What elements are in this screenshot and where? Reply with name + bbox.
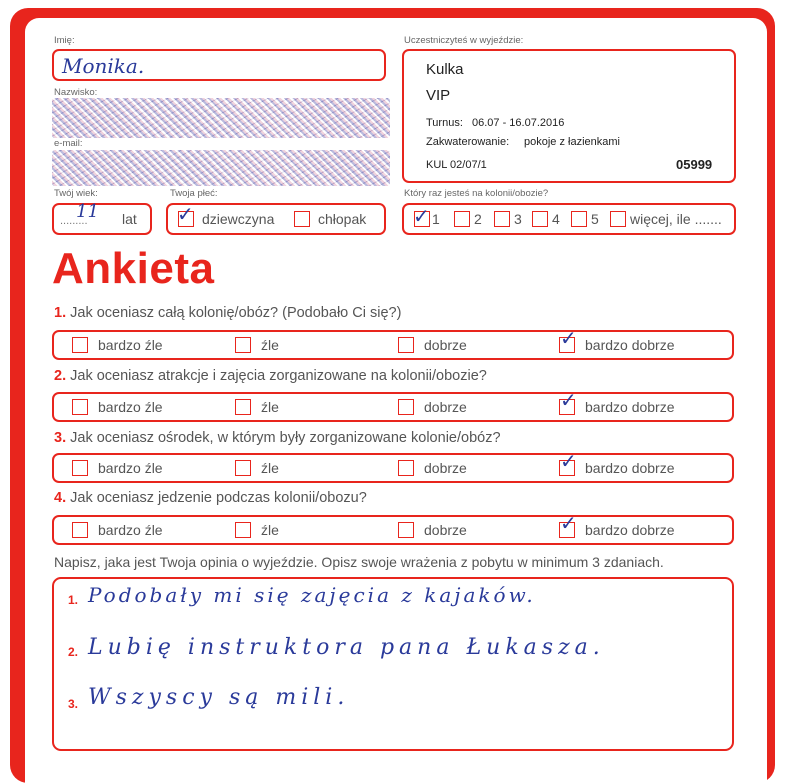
- rating-option-label: źle: [261, 522, 279, 538]
- page-title: Ankieta: [52, 244, 215, 293]
- turnus-value: 06.07 - 16.07.2016: [472, 117, 565, 129]
- question-3: [54, 430, 501, 446]
- plec-option-chlopak: chłopak: [318, 211, 367, 227]
- question-1: [54, 305, 401, 321]
- ktory-raz-label: Który raz jesteś na kolonii/obozie?: [404, 188, 549, 199]
- rating-checkbox[interactable]: [398, 337, 414, 353]
- question-4: [54, 490, 367, 506]
- opinion-line-text: Podobały mi się zajęcia z kajaków.: [88, 583, 536, 607]
- turnus-label: Turnus:: [426, 117, 463, 129]
- rating-option-label: bardzo dobrze: [585, 460, 675, 476]
- rating-checkbox[interactable]: [235, 337, 251, 353]
- check-icon: ✓: [560, 326, 577, 350]
- opinion-prompt: Napisz, jaka jest Twoja opinia o wyjeździe. Opisz swoje wrażenia z pobytu w minimum 3 zdaniach.: [54, 554, 664, 570]
- question-2: [54, 368, 487, 384]
- rating-checkbox[interactable]: [235, 460, 251, 476]
- plec-option-dziewczyna: dziewczyna: [202, 211, 275, 227]
- check-icon: ✓: [560, 449, 577, 473]
- rating-option-label: dobrze: [424, 522, 467, 538]
- question-number: 3.: [54, 430, 67, 446]
- plec-checkbox-chlopak[interactable]: [294, 211, 310, 227]
- opinion-box[interactable]: [52, 577, 734, 751]
- rating-checkbox[interactable]: [559, 326, 577, 353]
- rating-checkbox[interactable]: [72, 337, 88, 353]
- question-number: 4.: [54, 490, 67, 506]
- plec-field: [166, 203, 386, 235]
- rating-option-label: bardzo dobrze: [585, 522, 675, 538]
- trip-code: KUL 02/07/1: [426, 159, 487, 171]
- rating-option-label: dobrze: [424, 460, 467, 476]
- email-redacted: [52, 150, 390, 186]
- trip-name: Kulka: [426, 61, 464, 78]
- check-icon: ✓: [560, 388, 577, 412]
- question-text: Jak oceniasz ośrodek, w którym były zorganizowane kolonie/obóz?: [70, 430, 501, 446]
- opinion-line-number: 3.: [68, 697, 79, 711]
- rating-option-label: źle: [261, 337, 279, 353]
- ktory-raz-option-more: więcej, ile .......: [630, 211, 722, 227]
- imie-field[interactable]: [52, 49, 386, 81]
- check-icon: ✓: [413, 204, 430, 228]
- wiek-dots: .........: [60, 215, 88, 227]
- rating-checkbox[interactable]: [398, 522, 414, 538]
- wiek-field[interactable]: [52, 203, 152, 235]
- rating-row-1: [52, 326, 734, 360]
- rating-row-2: [52, 388, 734, 422]
- rating-option-label: bardzo źle: [98, 337, 163, 353]
- wiek-value: 11: [76, 201, 99, 222]
- trip-type: VIP: [426, 87, 451, 104]
- check-icon: ✓: [560, 511, 577, 535]
- opinion-line-number: 2.: [68, 645, 79, 659]
- rating-checkbox[interactable]: [559, 511, 577, 538]
- imie-value: Monika.: [62, 54, 145, 78]
- ktory-raz-option-5: 5: [591, 211, 599, 227]
- email-label: e-mail:: [54, 138, 83, 149]
- rating-checkbox[interactable]: [72, 460, 88, 476]
- opinion-line-text: Wszyscy są mili.: [88, 685, 350, 710]
- rating-option-label: źle: [261, 460, 279, 476]
- question-number: 1.: [54, 305, 67, 321]
- rating-option-label: bardzo źle: [98, 460, 163, 476]
- rating-checkbox[interactable]: [559, 449, 577, 476]
- rating-checkbox[interactable]: [559, 388, 577, 415]
- question-number: 2.: [54, 368, 67, 384]
- wiek-unit: lat: [122, 211, 137, 227]
- ktory-raz-checkbox-5[interactable]: [571, 211, 587, 227]
- rating-checkbox[interactable]: [72, 399, 88, 415]
- rating-row-3: [52, 449, 734, 483]
- trip-info-box: [402, 49, 736, 183]
- ktory-raz-option-4: 4: [552, 211, 560, 227]
- plec-checkbox-dziewczyna[interactable]: [177, 202, 194, 227]
- rating-checkbox[interactable]: [235, 522, 251, 538]
- rating-option-label: bardzo źle: [98, 399, 163, 415]
- ktory-raz-checkbox-3[interactable]: [494, 211, 510, 227]
- rating-option-label: źle: [261, 399, 279, 415]
- question-text: Jak oceniasz atrakcje i zajęcia zorganizowane na kolonii/obozie?: [70, 368, 487, 384]
- imie-label: Imię:: [54, 35, 75, 46]
- ktory-raz-option-3: 3: [514, 211, 522, 227]
- rating-checkbox[interactable]: [398, 460, 414, 476]
- ktory-raz-checkbox-more[interactable]: [610, 211, 626, 227]
- rating-checkbox[interactable]: [235, 399, 251, 415]
- zakw-label: Zakwaterowanie:: [426, 136, 510, 148]
- ktory-raz-checkbox-1[interactable]: [413, 204, 430, 228]
- rating-checkbox[interactable]: [72, 522, 88, 538]
- nazwisko-label: Nazwisko:: [54, 87, 98, 98]
- plec-label: Twoja płeć:: [170, 188, 218, 199]
- question-text: Jak oceniasz całą kolonię/obóz? (Podobało Ci się?): [70, 305, 402, 321]
- rating-option-label: dobrze: [424, 399, 467, 415]
- nazwisko-redacted: [52, 98, 390, 138]
- check-icon: ✓: [177, 202, 194, 226]
- rating-option-label: dobrze: [424, 337, 467, 353]
- question-text: Jak oceniasz jedzenie podczas kolonii/obozu?: [70, 490, 367, 506]
- wiek-label: Twój wiek:: [54, 188, 98, 199]
- ktory-raz-option-2: 2: [474, 211, 482, 227]
- rating-option-label: bardzo dobrze: [585, 337, 675, 353]
- opinion-line-number: 1.: [68, 593, 79, 607]
- uczestnicy-label: Uczestniczyteś w wyjeździe:: [404, 35, 524, 46]
- rating-checkbox[interactable]: [398, 399, 414, 415]
- ktory-raz-checkbox-4[interactable]: [532, 211, 548, 227]
- opinion-line-text: Lubię instruktora pana Łukasza.: [88, 635, 605, 660]
- trip-number: 05999: [676, 157, 713, 172]
- rating-option-label: bardzo źle: [98, 522, 163, 538]
- ktory-raz-checkbox-2[interactable]: [454, 211, 470, 227]
- rating-row-4: [52, 511, 734, 545]
- zakw-value: pokoje z łazienkami: [524, 136, 620, 148]
- ktory-raz-option-1: 1: [432, 211, 440, 227]
- ktory-raz-field: [402, 203, 736, 235]
- rating-option-label: bardzo dobrze: [585, 399, 675, 415]
